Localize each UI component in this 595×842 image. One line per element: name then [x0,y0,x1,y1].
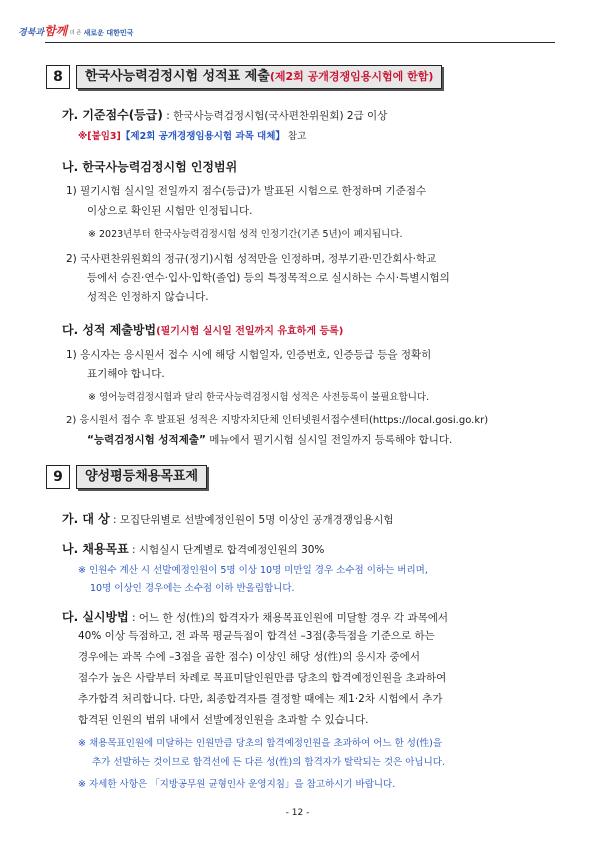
section-8-ga [62,106,387,123]
section-8-title: 한국사능력검정시험 성적표 제출 [85,69,270,84]
s9-na-label: 나. 채용목표 [62,542,129,556]
ga-text: : 한국사능력검정시험(국사편찬위원회) 2급 이상 [162,110,388,122]
s9-da-label: 다. 실시방법 [62,610,129,624]
section-9-da [62,608,448,625]
section-9-title-box [76,465,207,489]
logo-text-4: 새로운 대한민국 [83,29,134,37]
ga-ref-red: ※[붙임3] [78,131,121,142]
na-item2-line2: 등에서 승진·연수·입사·입학(졸업) 등의 특정목적으로 실시하는 수시·특별시험의 [87,272,450,284]
s9-da-line5: 추가합격 처리합니다. 다만, 최종합격자를 결정할 때에는 제1·2차 시험에서 추가 [78,693,443,705]
section-9-ga [62,510,394,527]
da-item2-line2-text: 메뉴에서 필기시험 실시일 전일까지 등록해야 합니다. [205,434,453,446]
da-item1-note: ※ 영어능력검정시험과 달리 한국사능력검정시험 성적은 사전등록이 불필요합니다. [88,392,430,403]
section-8-title-box [76,65,442,89]
s9-ga-label: 가. 대 상 [62,512,110,526]
ga-reference [78,128,306,142]
ga-ref-tail: 참고 [284,131,307,142]
da-item2-line2 [87,433,452,447]
na-item1-note: ※ 2023년부터 한국사능력검정시험 성적 인정기간(기존 5년)이 폐지됩니다. [88,229,403,240]
s9-na-note2: 10명 이상인 경우에는 소수점 이하 반올림합니다. [90,583,295,594]
section-8-number: 8 [46,65,70,89]
s9-da-note1-line2: 추가 선발하는 것이므로 합격선에 든 다른 성(性)의 합격자가 탈락되는 것은 아닙니다. [92,757,445,768]
s9-da-line6: 합격된 인원의 범위 내에서 선발예정인원을 초과할 수 있습니다. [78,714,369,726]
na-item1-line1: 1) 필기시험 실시일 전일까지 점수(등급)가 발표된 시험으로 한정하며 기준점수 [66,185,427,197]
s9-ga-text: : 모집단위별로 선발예정인원이 5명 이상인 공개경쟁임용시험 [109,514,394,526]
s9-da-note1-line1: ※ 채용목표인원에 미달하는 인원만큼 당초의 합격예정인원을 초과하여 어느 한 성(性)을 [78,738,443,749]
da-item1-line2: 표기해야 합니다. [87,368,165,380]
section-9-title: 양성평등채용목표제 [85,469,199,484]
header-divider [45,42,555,43]
s9-da-line1: : 어느 한 성(性)의 합격자가 채용목표인원에 미달할 경우 각 과목에서 [128,612,449,624]
da-item2-line1: 2) 응시원서 접수 후 발표된 성적은 지방자치단체 인터넷원서접수센터(https://local.gosi.go.kr) [66,415,489,426]
page-number: - 12 - [285,808,310,818]
na-item2-line3: 성적은 인정하지 않습니다. [87,291,209,303]
na-item2-line1: 2) 국사편찬위원회의 정규(정기)시험 성적만을 인정하며, 정부기관·민간회사·학교 [66,253,437,265]
logo-text-3: 더 큰 [69,29,82,36]
section-8-title-suffix: (제2회 공개경쟁임용시험에 한함) [269,70,434,83]
s9-da-line4: 점수가 높은 사람부터 차례로 목표미달인원만큼 당초의 합격예정인원을 초과하여 [78,672,447,684]
s9-da-note2: ※ 자세한 사항은 「지방공무원 균형인사 운영지침」을 참고하시기 바랍니다. [78,779,396,790]
section-9-number: 9 [46,465,70,489]
section-8-da [62,321,343,338]
section-8-header [46,65,546,89]
da-label: 다. 성적 제출방법 [62,323,157,337]
ga-ref-blue: 【제2회 공개경쟁임용시험 과목 대체】 [120,131,285,142]
ga-label: 가. 기준점수(등급) [62,108,163,122]
logo-text-1: 경북과 [18,28,45,38]
da-item1-line1: 1) 응시자는 응시원서 접수 시에 해당 시험일자, 인증번호, 인증등급 등을 정확히 [66,349,432,361]
s9-na-text: : 시험실시 단계별로 합격예정인원의 30% [128,544,325,556]
s9-da-line3: 경우에는 과목 수에 –3점을 곱한 점수) 이상인 해당 성(性)의 응시자 중에서 [78,651,420,663]
na-item1-line2: 이상으로 확인된 시험만 인정됩니다. [87,205,253,217]
section-8-na-label: 나. 한국사능력검정시험 인정범위 [62,160,238,174]
section-9-header [46,465,346,489]
logo-text-2: 함께 [44,24,68,38]
s9-da-line2: 40% 이상 득점하고, 전 과목 평균득점이 합격선 –3점(총득점을 기준으로 하는 [78,630,435,642]
da-item2-menu-name: “능력검정시험 성적제출” [87,434,206,446]
section-9-na [62,540,324,557]
s9-na-note1: ※ 인원수 계산 시 선발예정인원이 5명 이상 10명 미만일 경우 소수점 이하는 버리며, [78,565,428,576]
da-label-suffix: (필기시험 실시일 전일까지 유효하게 등록) [156,326,344,337]
header-logo [18,22,133,39]
